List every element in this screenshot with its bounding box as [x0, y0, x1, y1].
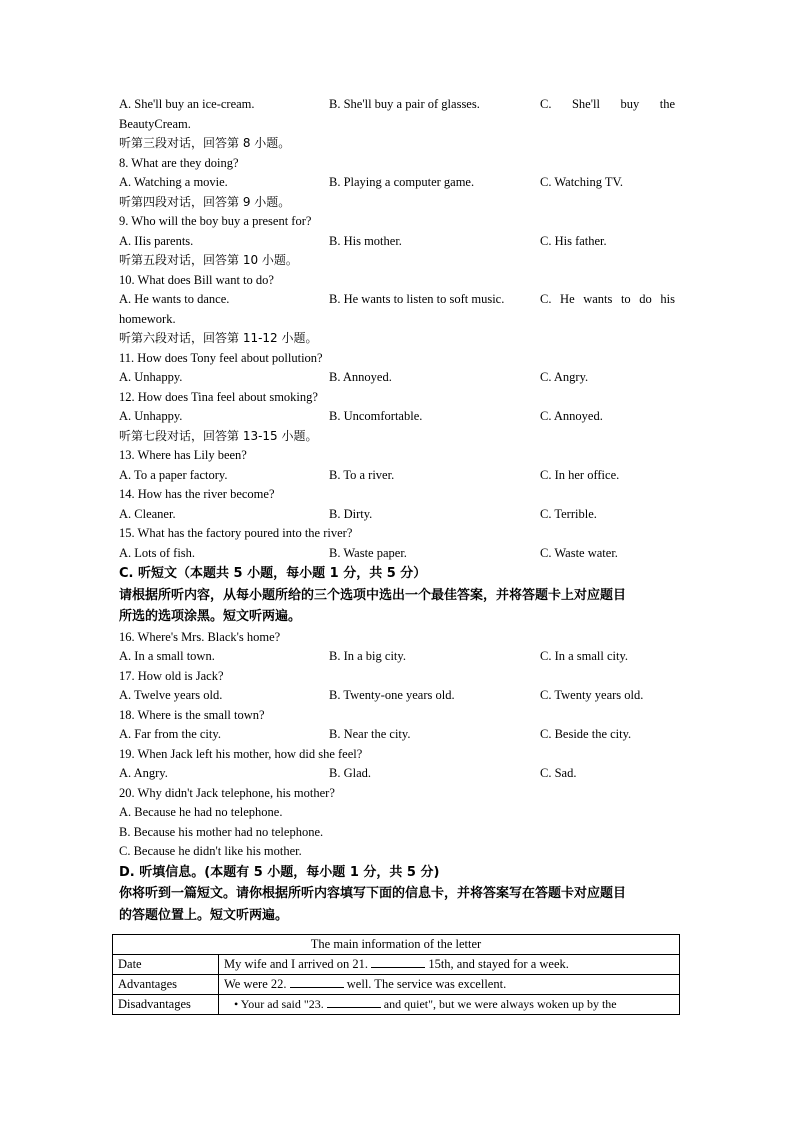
- q11-option-c: C. Angry.: [540, 370, 589, 384]
- row-content-date: My wife and I arrived on 21. 15th, and stayed for a week.: [219, 955, 680, 975]
- q13-options: [119, 466, 675, 486]
- q14-question: 14. How has the river become?: [119, 487, 275, 501]
- section-d-instruction-line1: 你将听到一篇短文。请你根据所听内容填写下面的信息卡，并将答案写在答题卡对应题目: [119, 886, 627, 901]
- q8-question: 8. What are they doing?: [119, 155, 239, 170]
- q9-question: 9. Who will the boy buy a present for?: [119, 214, 312, 228]
- answer-blank-22[interactable]: [290, 975, 344, 988]
- section-d-instruction-line2: 的答题位置上。短文听两遍。: [119, 907, 289, 923]
- q10-option-b: B. He wants to listen to soft music.: [329, 292, 505, 306]
- q12-options: [119, 407, 675, 427]
- q13-option-c: C. In her office.: [540, 467, 620, 482]
- row-label-date: Date: [113, 955, 219, 975]
- q20-option-c: C. Because he didn't like his mother.: [119, 844, 302, 858]
- q9-option-b: B. His mother.: [329, 233, 402, 248]
- q17-option-c: C. Twenty years old.: [540, 688, 644, 702]
- q15-question: 15. What has the factory poured into the river?: [119, 526, 353, 540]
- q10-option-c: C. He wants to do his: [540, 292, 675, 306]
- q16-option-c: C. In a small city.: [540, 649, 629, 663]
- information-card-table: [112, 934, 680, 1015]
- q7-options: [119, 95, 675, 115]
- row-content-disadvantages: • Your ad said "23. and quiet", but we were always woken up by the: [219, 995, 680, 1015]
- q20-option-b: B. Because his mother had no telephone.: [119, 824, 324, 839]
- row-label-disadvantages: Disadvantages: [113, 995, 219, 1015]
- q8-option-b: B. Playing a computer game.: [329, 175, 475, 189]
- q7-option-c-continued: BeautyCream.: [119, 116, 191, 131]
- q16-option-b: B. In a big city.: [329, 649, 406, 663]
- q18-question: 18. Where is the small town?: [119, 707, 265, 722]
- q16-options: [119, 647, 675, 667]
- q13-option-a: A. To a paper factory.: [119, 467, 228, 482]
- q18-options: [119, 725, 675, 745]
- q14-option-a: A. Cleaner.: [119, 506, 176, 521]
- section-c-title: C. 听短文（本题共 5 小题，每小题 1 分，共 5 分）: [119, 566, 427, 581]
- section-3-heading: 听第三段对话，回答第 8 小题。: [119, 136, 291, 150]
- q16-question: 16. Where's Mrs. Black's home?: [119, 629, 281, 644]
- q11-option-a: A. Unhappy.: [119, 370, 183, 384]
- q10-options: [119, 290, 675, 310]
- table-title: The main information of the letter: [113, 935, 680, 955]
- q19-question: 19. When Jack left his mother, how did she feel?: [119, 746, 363, 761]
- q20-option-a: A. Because he had no telephone.: [119, 805, 283, 819]
- q16-option-a: A. In a small town.: [119, 649, 215, 663]
- q19-options: [119, 764, 675, 784]
- section-6-heading: 听第六段对话，回答第 11-12 小题。: [119, 331, 318, 345]
- row-content-advantages: We were 22. well. The service was excellent.: [219, 975, 680, 995]
- q13-option-b: B. To a river.: [329, 467, 395, 482]
- table-row: [113, 995, 680, 1015]
- q17-question: 17. How old is Jack?: [119, 668, 224, 683]
- q18-option-a: A. Far from the city.: [119, 727, 221, 741]
- q14-option-b: B. Dirty.: [329, 506, 373, 521]
- answer-blank-21[interactable]: [371, 955, 425, 968]
- q12-question: 12. How does Tina feel about smoking?: [119, 389, 318, 404]
- q17-option-b: B. Twenty-one years old.: [329, 688, 455, 702]
- q12-option-a: A. Unhappy.: [119, 409, 183, 423]
- q14-option-c: C. Terrible.: [540, 506, 597, 521]
- q10-option-a: A. He wants to dance.: [119, 292, 230, 306]
- section-7-heading: 听第七段对话，回答第 13-15 小题。: [119, 428, 318, 443]
- q18-option-c: C. Beside the city.: [540, 727, 632, 741]
- q14-options: [119, 505, 675, 525]
- q10-option-c-continued: homework.: [119, 311, 176, 326]
- q7-option-b: B. She'll buy a pair of glasses.: [329, 97, 480, 111]
- q10-question: 10. What does Bill want to do?: [119, 272, 274, 287]
- q8-option-c: C. Watching TV.: [540, 175, 624, 189]
- q17-option-a: A. Twelve years old.: [119, 688, 223, 702]
- q20-question: 20. Why didn't Jack telephone, his mother?: [119, 785, 335, 800]
- q11-question: 11. How does Tony feel about pollution?: [119, 350, 323, 365]
- q7-option-a: A. She'll buy an ice-cream.: [119, 97, 255, 111]
- table-row: [113, 955, 680, 975]
- q8-options: [119, 173, 675, 193]
- section-5-heading: 听第五段对话，回答第 10 小题。: [119, 253, 298, 267]
- row-label-advantages: Advantages: [113, 975, 219, 995]
- q11-options: [119, 368, 675, 388]
- q15-option-c: C. Waste water.: [540, 545, 618, 560]
- q13-question: 13. Where has Lily been?: [119, 448, 247, 462]
- q15-option-a: A. Lots of fish.: [119, 545, 196, 560]
- answer-blank-23[interactable]: [327, 995, 381, 1008]
- q15-options: [119, 544, 675, 564]
- q19-option-a: A. Angry.: [119, 766, 168, 780]
- q12-option-b: B. Uncomfortable.: [329, 409, 423, 423]
- section-c-instruction-line2: 所选的选项涂黑。短文听两遍。: [119, 609, 302, 624]
- q9-option-c: C. His father.: [540, 233, 607, 248]
- exam-page: [119, 95, 675, 926]
- table-row: [113, 975, 680, 995]
- q7-option-c: C. She'll buy the: [540, 97, 675, 111]
- q9-option-a: A. IIis parents.: [119, 233, 194, 248]
- section-4-heading: 听第四段对话，回答第 9 小题。: [119, 194, 291, 209]
- q12-option-c: C. Annoyed.: [540, 409, 603, 423]
- q9-options: [119, 232, 675, 252]
- q15-option-b: B. Waste paper.: [329, 545, 407, 560]
- q17-options: [119, 686, 675, 706]
- q11-option-b: B. Annoyed.: [329, 370, 392, 384]
- section-c-instruction-line1: 请根据所听内容，从每小题所给的三个选项中选出一个最佳答案，并将答题卡上对应题目: [119, 587, 627, 603]
- q19-option-c: C. Sad.: [540, 766, 577, 780]
- q8-option-a: A. Watching a movie.: [119, 175, 228, 189]
- q19-option-b: B. Glad.: [329, 766, 372, 780]
- section-d-title: D. 听填信息。(本题有 5 小题，每小题 1 分，共 5 分): [119, 864, 440, 880]
- q18-option-b: B. Near the city.: [329, 727, 411, 741]
